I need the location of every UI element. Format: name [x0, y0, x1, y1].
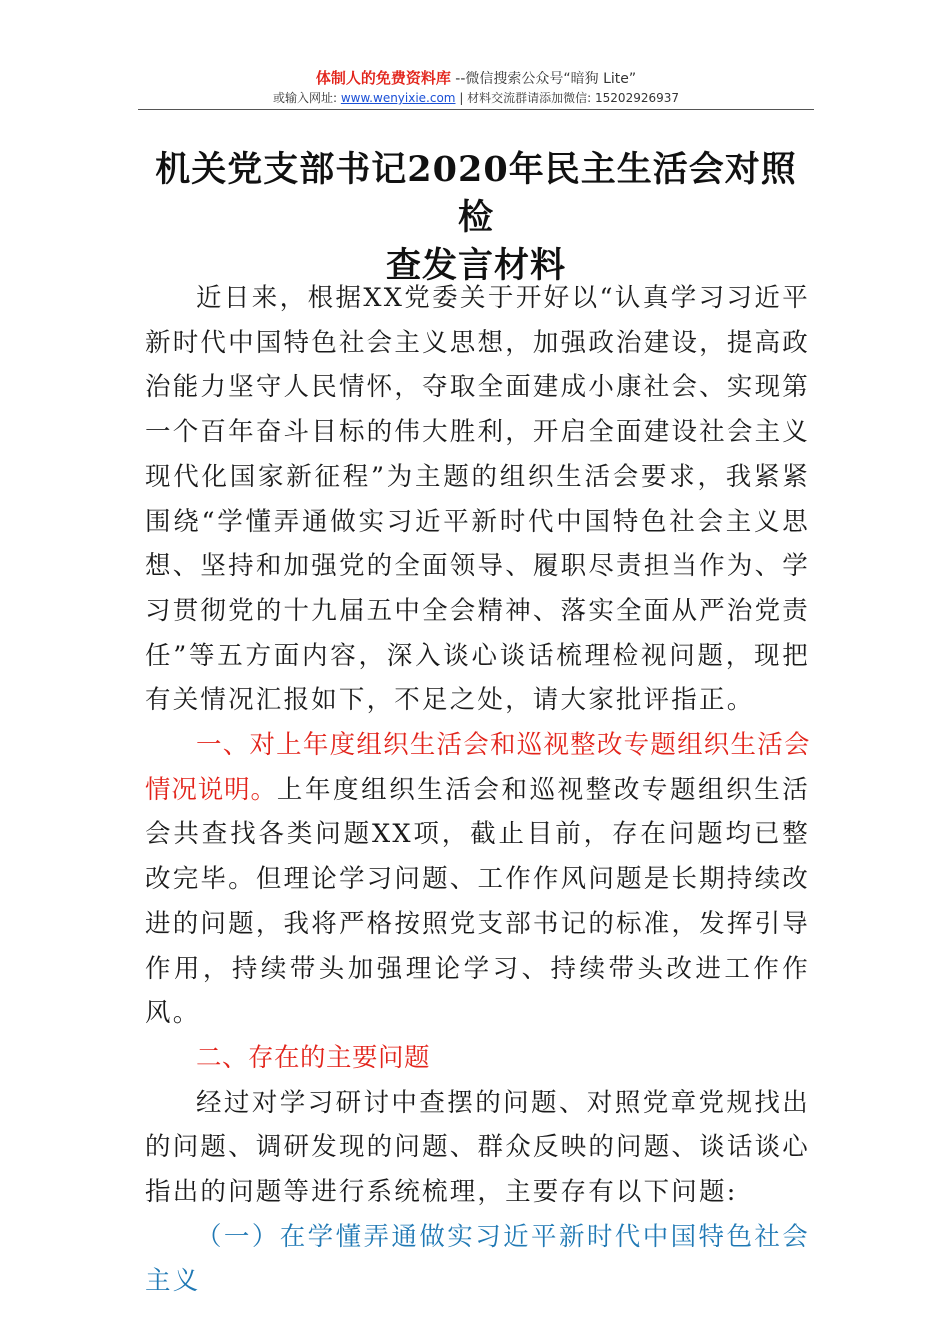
section-2-heading: 二、存在的主要问题 [196, 1042, 431, 1073]
document-body [145, 276, 810, 1304]
header-url-link[interactable]: www.wenyixie.com [340, 91, 456, 105]
section-2-heading-paragraph [145, 1036, 810, 1081]
header-line-2 [138, 89, 814, 107]
header-site-name: 体制人的免费资料库 [315, 69, 451, 87]
header-divider [138, 109, 814, 110]
section-2-paragraph: 经过对学习研讨中查摆的问题、对照党章党规找出的问题、调研发现的问题、群众反映的问题、谈话谈心指出的问题等进行系统梳理，主要存有以下问题: [145, 1087, 810, 1208]
header-url-prefix: 或输入网址: [272, 91, 341, 105]
section-1-paragraph [145, 723, 810, 1036]
subsection-1-heading: （一）在学懂弄通做实习近平新时代中国特色社会主义 [145, 1221, 810, 1297]
document-title [140, 146, 812, 290]
subsection-1-paragraph [145, 1215, 810, 1304]
intro-paragraph: 近日来，根据XX党委关于开好以“认真学习习近平新时代中国特色社会主义思想，加强政治建设，提高政治能力坚守人民情怀，夺取全面建成小康社会、实现第一个百年奋斗目标的伟大胜利，开启全面建设社会主义现代化国家新征程”为主题的组织生活会要求，我紧紧围绕“学懂弄通做实习近平新时代中国特色社会主义思想、坚持和加强党的全面领导、履职尽责担当作为、学习贯彻党的十九届五中全会精神、落实全面从严治党责任”等五方面内容，深入谈心谈话梳理检视问题，现把有关情况汇报如下，不足之处，请大家批评指正。 [145, 283, 810, 716]
title-line-1: 机关党支部书记2020年民主生活会对照检 [155, 149, 797, 238]
section-1-text: 上年度组织生活会和巡视整改专题组织生活会共查找各类问题XX项，截止目前，存在问题均已整改完毕。但理论学习问题、工作作风问题是长期持续改进的问题，我将严格按照党支部书记的标准，发挥引导作用，持续带头加强理论学习、持续带头改进工作作风。 [145, 774, 810, 1029]
page-header [138, 68, 814, 107]
section-1-heading: 一、对上年度组织生活会和巡视整改专题组织生活会情况说明。 [145, 730, 810, 805]
header-contact: | 材料交流群请添加微信: 15202926937 [455, 91, 680, 105]
title-line-2: 查发言材料 [385, 245, 566, 286]
header-wechat-note: --微信搜索公众号“暗狗 Lite” [450, 71, 637, 87]
header-line-1 [138, 68, 814, 89]
